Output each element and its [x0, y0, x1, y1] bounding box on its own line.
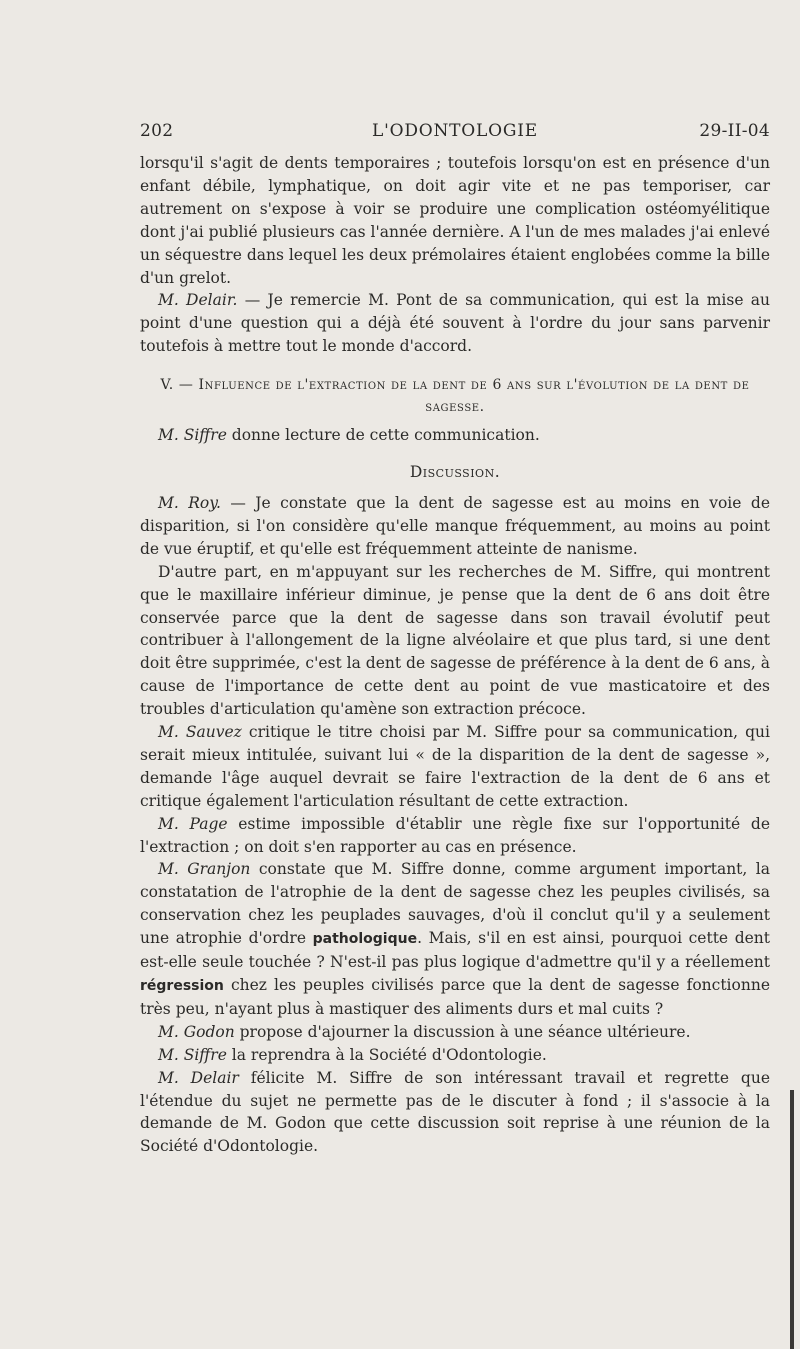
paragraph-delair: [140, 289, 770, 358]
discussion-heading: Discussion.: [409, 463, 501, 482]
bold-term: pathologique: [312, 931, 418, 948]
paragraph-granjon: [140, 858, 770, 1020]
paragraph-text: chez les peuples civilisés parce que la dent de sagesse fonctionne très peu, n'ayant plus à mastiquer des aliments durs et mal cuits ?: [140, 976, 770, 1018]
paragraph-page: [140, 813, 770, 859]
page-body: [140, 152, 770, 1158]
speaker-name: M. Siffre: [158, 1045, 227, 1064]
speaker-name: M. Godon: [158, 1022, 235, 1041]
paragraph-siffre: [140, 424, 770, 447]
paragraph-godon: [140, 1021, 770, 1044]
speaker-name: M. Sauvez: [158, 723, 242, 742]
paragraph-text: félicite M. Siffre de son intéressant travail et regrette que l'étendue du sujet ne permette pas de le discuter à fond ; il s'associe à la demande de M. Godon que cette discussion soit reprise à une réunion de la Société d'Odontologie.: [140, 1068, 770, 1156]
section-heading: [140, 374, 770, 418]
paragraph-continued: lorsqu'il s'agit de dents temporaires ; toutefois lorsqu'on est en présence d'un enfant débile, lymphatique, on doit agir vite et ne pas temporiser, car autrement on s'expose à voir se produire une complication ostéomyélitique dont j'ai publié plusieurs cas l'année dernière. A l'un de mes malades j'ai enlevé un séquestre dans lequel les deux prémolaires étaient englobées comme la bille d'un grelot.: [140, 154, 770, 287]
speaker-name: M. Page: [158, 814, 228, 833]
journal-title: L'ODONTOLOGIE: [372, 121, 538, 141]
issue-date: 29-II-04: [699, 121, 770, 141]
speaker-name: M. Delair: [158, 1068, 239, 1087]
bold-term: régression: [140, 978, 224, 994]
section-title: Influence de l'extraction de la dent de 6 ans sur l'évolution de la dent de sagesse.: [198, 377, 750, 416]
paragraph-text: donne lecture de cette communication.: [226, 426, 540, 445]
paragraph-text: la reprendra à la Société d'Odontologie.: [226, 1045, 547, 1064]
paragraph-text: propose d'ajourner la discussion à une séance ultérieure.: [234, 1022, 691, 1041]
page-edge-shadow: [790, 1090, 794, 1349]
speaker-name: M. Siffre: [158, 426, 227, 445]
paragraph-text: constate que M. Siffre donne, comme argument important, la constatation de l'atrophie de la dent de sagesse chez les peuples civilisés, sa conservation chez les peuplades sauvages, d'où il conclut qu'il y a seulement une atrophie d'ordre: [140, 860, 770, 948]
paragraph-roy-continued: D'autre part, en m'appuyant sur les recherches de M. Siffre, qui montrent que le maxillaire inférieur diminue, je pense que la dent de 6 ans doit être conservée parce que la dent de sagesse dans son travail évolutif peut contribuer à l'allongement de la ligne alvéolaire et que plus tard, si une dent doit être supprimée, c'est la dent de sagesse de préférence à la dent de 6 ans, à cause de l'importance de cette dent au point de vue masticatoire et des troubles d'articulation qu'amène son extraction précoce.: [140, 562, 770, 719]
paragraph-text: . Mais, s'il en est ainsi, pourquoi cette dent est-elle seule touchée ? N'est-il pas plus logique d'admettre qu'il y a réellement: [140, 929, 771, 972]
speaker-name: M. Delair.: [158, 291, 238, 310]
running-header: [140, 121, 770, 147]
paragraph-siffre-reply: [140, 1044, 770, 1067]
speaker-name: M. Granjon: [158, 860, 251, 879]
paragraph-text: estime impossible d'établir une règle fixe sur l'opportunité de l'extraction ; on doit s'en rapporter au cas en présence.: [140, 814, 770, 856]
paragraph-delair-closing: [140, 1067, 770, 1159]
paragraph-sauvez: [140, 721, 770, 813]
page-number: 202: [140, 121, 174, 141]
paragraph-roy: [140, 492, 770, 561]
section-number: V. —: [160, 377, 199, 394]
paragraph-text: — Je remercie M. Pont de sa communication, qui est la mise au point d'une question qui a déjà été souvent à l'ordre du jour sans parvenir toutefois à mettre tout le monde d'accord.: [140, 291, 770, 356]
speaker-name: M. Roy.: [158, 493, 221, 512]
paragraph-text: — Je constate que la dent de sagesse est au moins en voie de disparition, si l'on considère qu'elle manque fréquemment, au moins au point de vue éruptif, et qu'elle est fréquemment atteinte de nanisme.: [140, 493, 770, 558]
paragraph-text: critique le titre choisi par M. Siffre pour sa communication, qui serait mieux intitulée, suivant lui « de la disparition de la dent de sagesse », demande l'âge auquel devrait se faire l'extraction de la dent de 6 ans et critique également l'articulation résultant de cette extraction.: [140, 723, 770, 810]
